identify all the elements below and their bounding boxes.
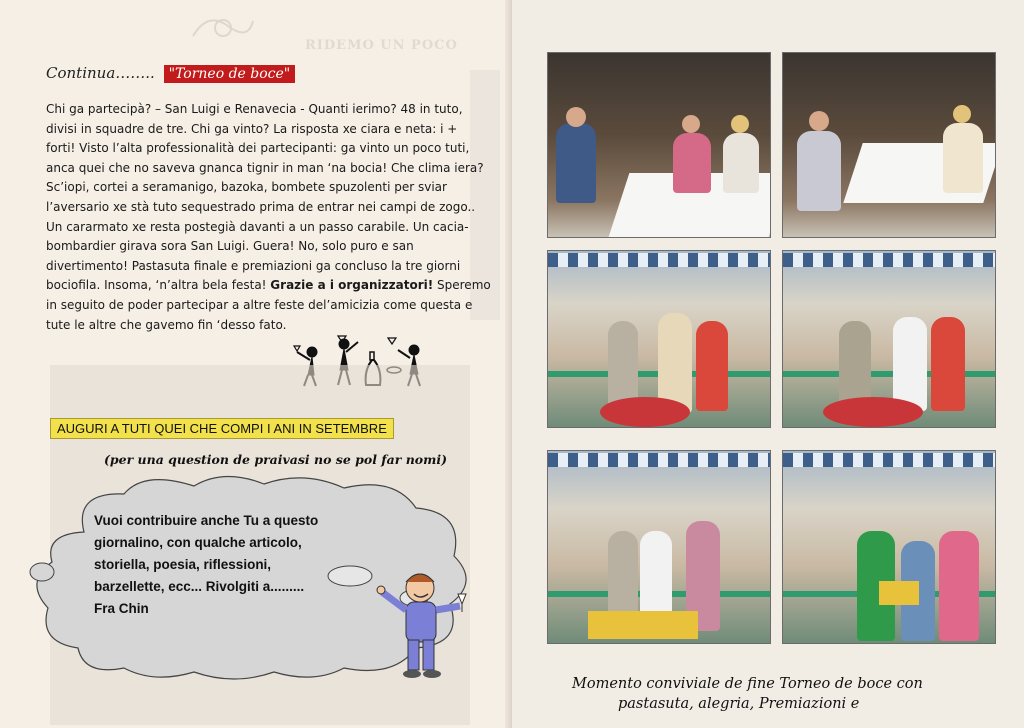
awning-shape — [548, 453, 770, 467]
body-line: Chi ga partecipà? – San Luigi e Renavecia - Quanti ierimo? 48 in tuto, — [46, 102, 463, 116]
body-line-thanks — [46, 276, 491, 296]
friar-mascot-illustration — [376, 566, 476, 684]
body-line: l’aversario xe stà tuto sequestrado prima de entrar nei campi de zogo.. — [46, 199, 476, 214]
person-shape — [893, 317, 927, 411]
continue-label: Continua…….. — [46, 64, 155, 82]
invitation-line: barzellette, ecc... Rivolgiti a......... — [94, 579, 305, 594]
invitation-line: Vuoi contribuire anche Tu a questo — [94, 513, 319, 528]
prize-basket-shape — [588, 611, 698, 639]
photo-awards-hall-1 — [547, 250, 771, 428]
article-title-tag: "Torneo de boce" — [164, 65, 296, 83]
thanks-bold: Grazie a i organizzatori! — [270, 278, 434, 293]
person-shape — [723, 133, 759, 193]
head-shape — [682, 115, 700, 133]
body-line: Sc’iopi, cortei a seramanigo, bazoka, bombete spuzolenti per sviar — [46, 180, 447, 195]
contribute-invitation — [94, 510, 318, 620]
bleed-through-drawing — [188, 6, 258, 56]
body-line: divisi in squadre de tre. Chi ga vinto? La risposta xe ciara e neta: i + — [46, 121, 458, 136]
table-cloth-shape — [600, 397, 690, 427]
body-line-start: bociofila. Insoma, ‘n’altra bela festa! — [46, 278, 271, 293]
caption-line: Momento conviviale de fine Torneo de boce con — [572, 676, 923, 692]
head-shape — [809, 111, 829, 131]
article-body — [46, 100, 491, 335]
caption-line: pastasuta, alegria, Premiazioni e — [618, 696, 860, 712]
head-shape — [953, 105, 971, 123]
invitation-line: storiella, poesia, riflessioni, — [94, 557, 272, 572]
invitation-signature: Fra Chin — [94, 601, 149, 616]
person-shape — [931, 317, 965, 411]
bleed-through-title: RIDEMO UN POCO — [305, 38, 458, 53]
awning-shape — [548, 253, 770, 267]
prize-basket-shape — [879, 581, 919, 605]
body-line: tute le altre che gavemo fin ‘desso fato. — [46, 317, 287, 332]
body-line: in seguito de poder partecipar a altre feste del’amicizia come questa e — [46, 297, 473, 312]
right-page — [512, 0, 1024, 728]
person-shape — [797, 131, 841, 211]
person-shape — [556, 123, 596, 203]
head-shape — [731, 115, 749, 133]
body-line: divertimento! Pastasuta finale e premiazioni ga concluso la tre giorni — [46, 258, 461, 273]
person-shape — [696, 321, 728, 411]
body-line: anca quei che no saveva gnanca tignir in man ‘na bocia! Che clima iera? — [46, 160, 484, 175]
birthday-banner: AUGURI A TUTI QUEI CHE COMPI I ANI IN SETEMBRE — [50, 418, 394, 439]
photo-dinner-table-2 — [782, 52, 996, 238]
head-shape — [566, 107, 586, 127]
person-shape — [673, 133, 711, 193]
photo-awards-hall-2 — [782, 250, 996, 428]
body-line: forti! Visto l’alta professionalità dei partecipanti: ga vinto un poco tuti, — [46, 141, 470, 156]
body-line: bombardier girava sora San Luigi. Guera! No, solo puro e san — [46, 239, 414, 254]
continue-header — [46, 64, 295, 83]
awning-shape — [783, 253, 995, 267]
privacy-note: (per una question de praivasi no se pol far nomi) — [104, 452, 448, 467]
invitation-line: giornalino, con qualche articolo, — [94, 535, 302, 550]
body-line-end: Speremo — [433, 278, 491, 293]
body-line: Un cararmato xe resta postegià davanti a un passo carabile. Un cacia- — [46, 219, 469, 234]
photo-prize-giving-1 — [547, 450, 771, 644]
photo-caption — [572, 674, 923, 714]
awning-shape — [783, 453, 995, 467]
photo-dinner-table-1 — [547, 52, 771, 238]
photo-prize-giving-2 — [782, 450, 996, 644]
table-cloth-shape — [823, 397, 923, 427]
person-shape — [939, 531, 979, 641]
person-shape — [943, 123, 983, 193]
